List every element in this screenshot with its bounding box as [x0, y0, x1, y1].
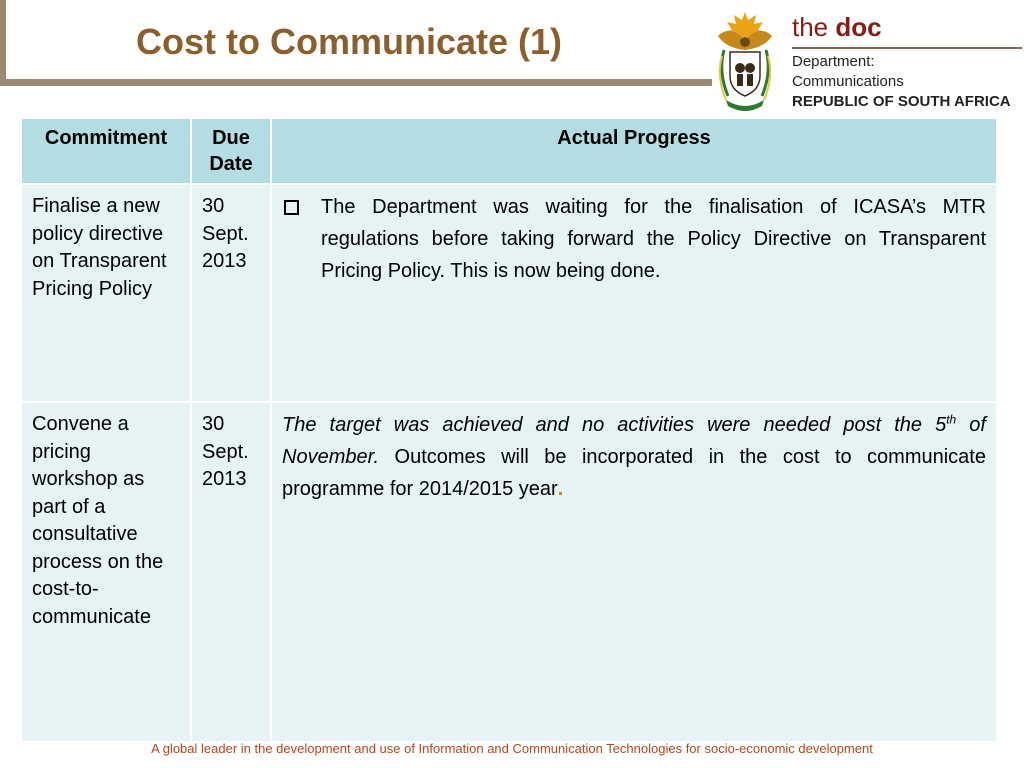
commitments-table	[20, 117, 998, 743]
header-frame-bottom	[0, 79, 712, 86]
progress-cell	[271, 184, 997, 402]
progress-text: The Department was waiting for the finalisation of ICASA’s MTR regulations before taking forward the Policy Directive on Transparent Pricing Policy. This is now being done.	[321, 196, 986, 282]
ordinal-suffix: th	[946, 412, 957, 427]
header-frame-left	[0, 0, 6, 86]
coat-of-arms-icon	[710, 6, 780, 116]
commitment-cell: Convene a pricing workshop as part of a consultative process on the cost-to-communicate	[21, 402, 191, 742]
table-row	[21, 402, 997, 742]
brand-name: the doc	[792, 12, 882, 42]
country-name: REPUBLIC OF SOUTH AFRICA	[792, 93, 1011, 110]
progress-end-dot: .	[557, 478, 564, 500]
progress-normal-text: Outcomes will be incorporated in the cost to communicate programme for 2014/2015 year	[282, 446, 986, 500]
department-label: Department:	[792, 53, 875, 70]
checkbox-bullet-icon	[284, 200, 299, 215]
due-date-cell: 30 Sept. 2013	[191, 184, 271, 402]
table-header-row	[21, 118, 997, 184]
progress-italic-text: The target was achieved and no activities were needed post the 5	[282, 414, 947, 436]
slide-title: Cost to Communicate (1)	[136, 21, 563, 62]
commitments-table-container	[20, 117, 996, 743]
header-actual-progress: Actual Progress	[271, 118, 997, 184]
table-row	[21, 184, 997, 402]
progress-italic-text-2: of November.	[282, 414, 986, 468]
header-due-date: Due Date	[191, 118, 271, 184]
department-logo	[710, 6, 1024, 116]
commitment-cell: Finalise a new policy directive on Transparent Pricing Policy	[21, 184, 191, 402]
footer-tagline: A global leader in the development and use of Information and Communication Technologies for socio-economic development	[151, 741, 873, 756]
header-commitment: Commitment	[21, 118, 191, 184]
department-name: Communications	[792, 73, 904, 90]
progress-bullet	[282, 191, 986, 287]
brand-divider	[792, 47, 1022, 49]
due-date-cell: 30 Sept. 2013	[191, 402, 271, 742]
progress-cell	[271, 402, 997, 742]
